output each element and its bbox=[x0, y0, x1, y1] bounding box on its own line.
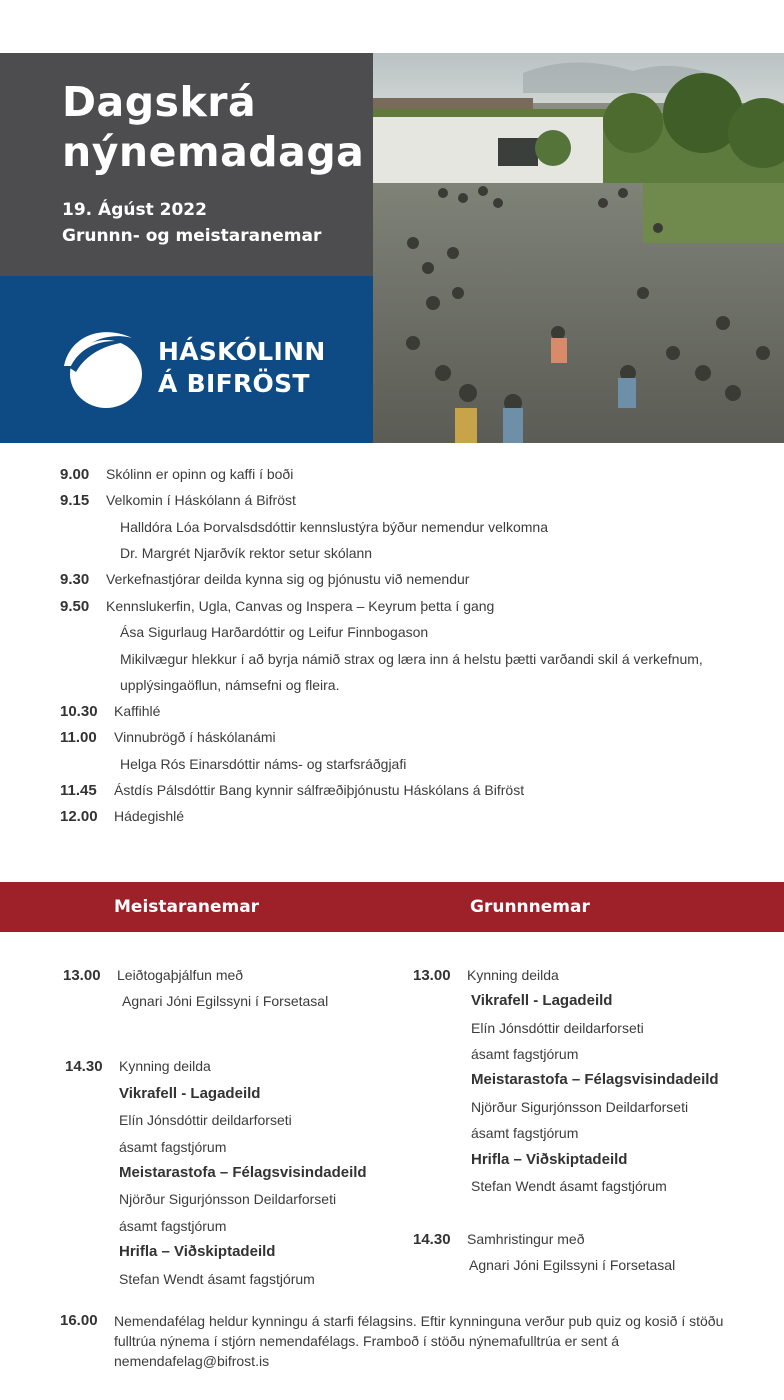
header bbox=[0, 53, 784, 443]
time: 11.45 bbox=[60, 782, 97, 799]
time: 9.00 bbox=[60, 466, 90, 483]
item-text: ásamt fagstjórum bbox=[471, 1125, 579, 1141]
item-text: Skólinn er opinn og kaffi í boði bbox=[106, 466, 294, 482]
item-text: Hádegishlé bbox=[114, 808, 185, 824]
item-text: Leiðtogaþjálfun með bbox=[117, 967, 244, 983]
university-logo-icon bbox=[62, 326, 146, 410]
item-text: Elín Jónsdóttir deildarforseti bbox=[471, 1020, 644, 1036]
time: 16.00 bbox=[60, 1312, 98, 1329]
item-text: Ása Sigurlaug Harðardóttir og Leifur Finnbogason bbox=[120, 624, 429, 640]
schedule-row bbox=[60, 701, 160, 722]
time: 11.00 bbox=[60, 729, 97, 746]
item-text: Vinnubrögð í háskólanámi bbox=[114, 729, 276, 745]
logo-line-1: HÁSKÓLINN bbox=[158, 337, 326, 366]
time: 9.30 bbox=[60, 571, 90, 588]
item-text: ásamt fagstjórum bbox=[471, 1046, 579, 1062]
item-text: Verkefnastjórar deilda kynna sig og þjónustu við nemendur bbox=[106, 571, 470, 587]
item-text: Agnari Jóni Egilssyni í Forsetasal bbox=[122, 993, 329, 1009]
meistaranemar-heading: Meistaranemar bbox=[114, 897, 260, 917]
schedule-row bbox=[60, 596, 494, 617]
schedule-row bbox=[65, 1056, 211, 1077]
item-text: Mikilvægur hlekkur í að byrja námið strax og læra inn á helstu þætti varðandi skil á verkefnum, bbox=[120, 651, 703, 667]
department-name: Meistarastofa – Félagsvisindadeild bbox=[471, 1071, 719, 1088]
item-text: Ástdís Pálsdóttir Bang kynnir sálfræðiþjónustu Háskólans á Bifröst bbox=[114, 782, 525, 798]
department-name: Hrifla – Viðskiptadeild bbox=[119, 1243, 276, 1260]
time: 10.30 bbox=[60, 703, 98, 720]
item-text: Kaffihlé bbox=[114, 703, 161, 719]
item-text: upplýsingaöflun, námsefni og fleira. bbox=[120, 677, 340, 693]
schedule-row bbox=[120, 543, 372, 563]
time: 13.00 bbox=[413, 967, 451, 984]
time: 9.15 bbox=[60, 492, 90, 509]
title-line-2: nýnemadaga bbox=[62, 128, 365, 176]
item-text: Halldóra Lóa Þorvalsdsdóttir kennslustýra býður nemendur velkomna bbox=[120, 519, 548, 535]
item-text: Velkomin í Háskólann á Bifröst bbox=[106, 492, 296, 508]
logo-line-2: Á BIFRÖST bbox=[158, 369, 310, 398]
time: 13.00 bbox=[63, 967, 101, 984]
item-text: Stefan Wendt ásamt fagstjórum bbox=[119, 1271, 315, 1287]
department-name: Hrifla – Viðskiptadeild bbox=[471, 1151, 628, 1168]
item-text: ásamt fagstjórum bbox=[119, 1218, 227, 1234]
logo-block bbox=[0, 276, 373, 443]
schedule-row bbox=[60, 780, 524, 801]
item-text: Samhristingur með bbox=[467, 1231, 585, 1247]
schedule-row bbox=[120, 675, 339, 695]
item-text: Kynning deilda bbox=[119, 1058, 211, 1074]
logo-text bbox=[158, 336, 326, 400]
item-text: Nemendafélag heldur kynningu á starfi félagsins. Eftir kynninguna verður pub quiz og kosið í stöðu fulltrúa nýnema í stjórn nemendafélags. Framboð í stöðu nýnemafulltrúa er sent á nemendafelag@bifrost.is bbox=[114, 1313, 724, 1369]
item-text: Njörður Sigurjónsson Deildarforseti bbox=[119, 1191, 337, 1207]
event-date: 19. Ágúst 2022 bbox=[62, 200, 207, 220]
department-name: Vikrafell - Lagadeild bbox=[119, 1085, 261, 1102]
item-text: Kynning deilda bbox=[467, 967, 559, 983]
schedule-row bbox=[120, 622, 428, 642]
title-block bbox=[0, 53, 373, 276]
section-band bbox=[0, 882, 784, 932]
schedule-row bbox=[120, 754, 406, 774]
item-text: Elín Jónsdóttir deildarforseti bbox=[119, 1112, 292, 1128]
item-text: ásamt fagstjórum bbox=[119, 1139, 227, 1155]
schedule-row bbox=[120, 517, 548, 537]
schedule-row bbox=[120, 649, 703, 669]
schedule-row bbox=[413, 1229, 585, 1250]
time: 14.30 bbox=[65, 1058, 103, 1075]
department-name: Meistarastofa – Félagsvisindadeild bbox=[119, 1164, 367, 1181]
schedule-row bbox=[60, 806, 184, 827]
item-text: Helga Rós Einarsdóttir náms- og starfsráðgjafi bbox=[120, 756, 407, 772]
schedule-row bbox=[60, 464, 293, 485]
event-audience: Grunnn- og meistaranemar bbox=[62, 226, 322, 246]
title-line-1: Dagskrá bbox=[62, 78, 257, 126]
subtitle bbox=[62, 197, 321, 249]
time: 9.50 bbox=[60, 598, 90, 615]
schedule-row bbox=[413, 965, 559, 986]
item-text: Agnari Jóni Egilssyni í Forsetasal bbox=[469, 1257, 676, 1273]
department-name: Vikrafell - Lagadeild bbox=[471, 992, 613, 1009]
schedule-row bbox=[60, 727, 276, 748]
item-text: Dr. Margrét Njarðvík rektor setur skólann bbox=[120, 545, 373, 561]
time: 12.00 bbox=[60, 808, 98, 825]
time: 14.30 bbox=[413, 1231, 451, 1248]
schedule-row bbox=[60, 569, 469, 590]
item-text: Stefan Wendt ásamt fagstjórum bbox=[471, 1178, 667, 1194]
grunnnemar-heading: Grunnnemar bbox=[470, 897, 590, 917]
campus-courtyard-photo bbox=[373, 53, 784, 443]
page-title bbox=[62, 77, 364, 177]
schedule-row bbox=[60, 490, 296, 511]
item-text: Njörður Sigurjónsson Deildarforseti bbox=[471, 1099, 689, 1115]
item-text: Kennslukerfin, Ugla, Canvas og Inspera – Keyrum þetta í gang bbox=[106, 598, 495, 614]
schedule-row bbox=[63, 965, 243, 986]
